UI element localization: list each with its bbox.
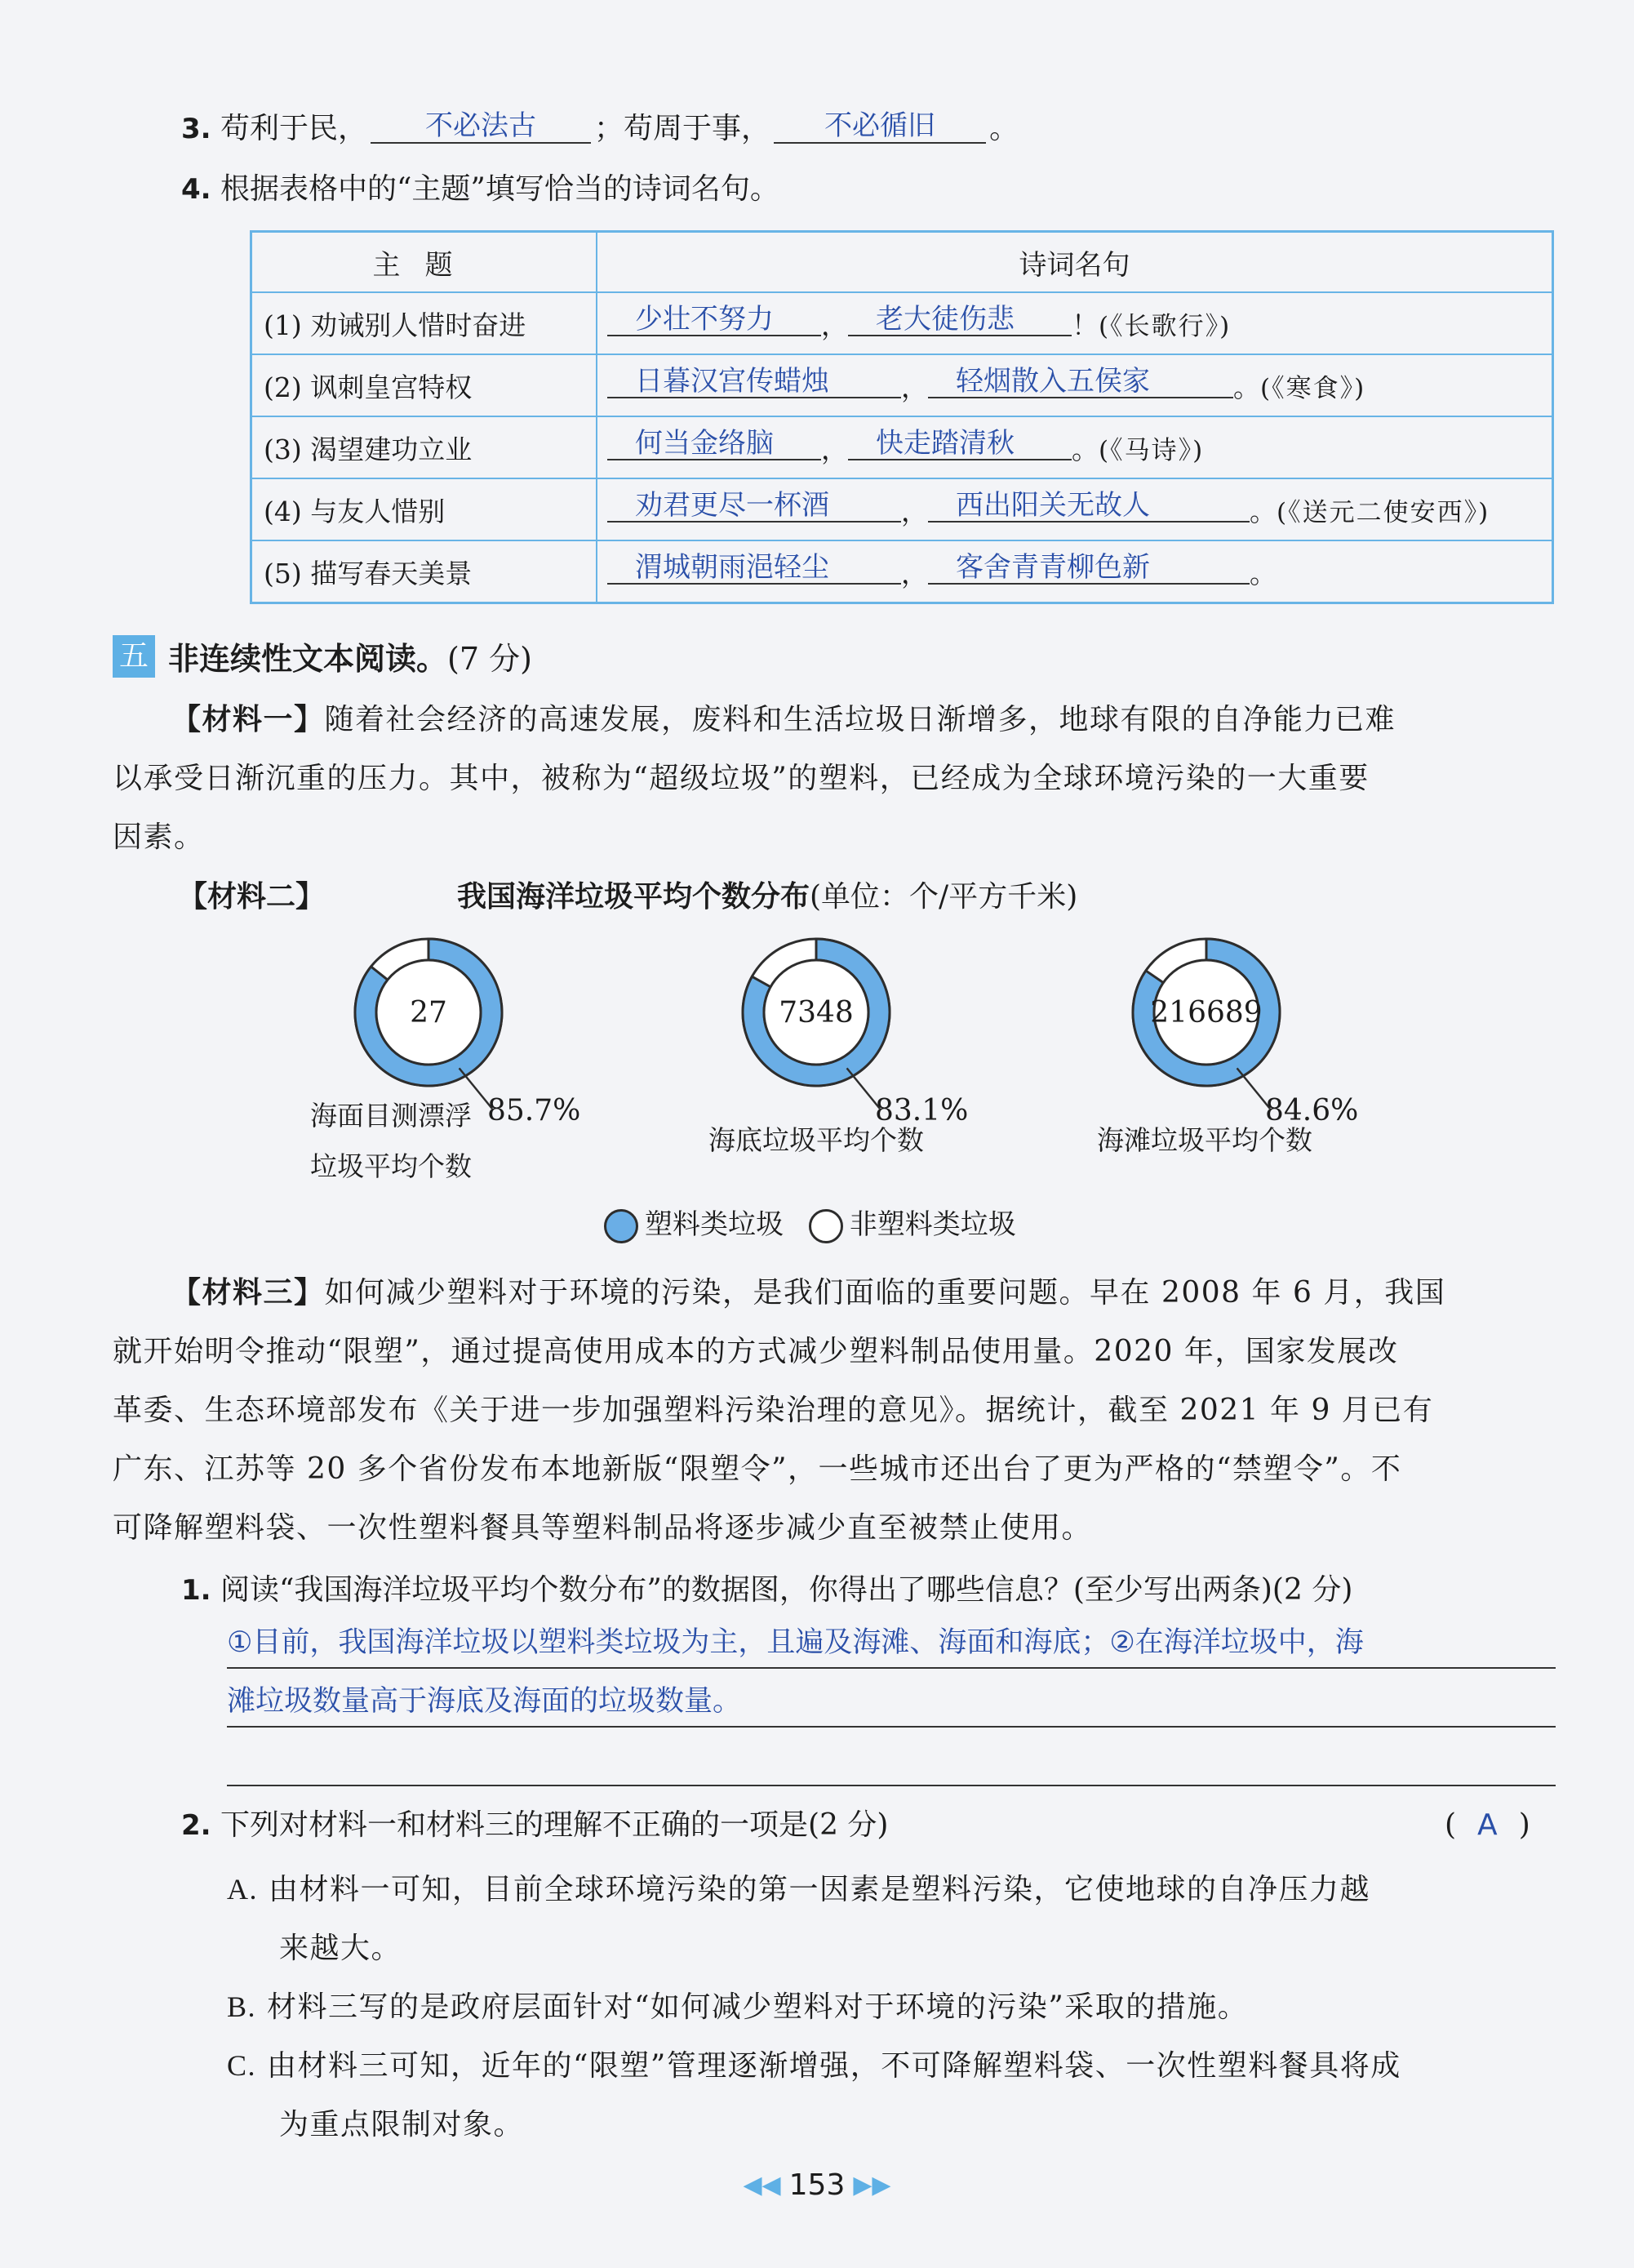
donut-total-value: 216689 bbox=[1150, 996, 1263, 1029]
question-3 bbox=[181, 109, 1019, 149]
answer-blank[interactable]: 西出阳关无故人 bbox=[928, 490, 1250, 523]
poem-source: (《寒食》) bbox=[1260, 373, 1366, 403]
legend-plastic-swatch bbox=[604, 1209, 638, 1243]
option-letter: A. bbox=[227, 1873, 258, 1906]
section-points: (7 分) bbox=[447, 641, 532, 677]
donut-percent-label: 85.7% bbox=[487, 1094, 581, 1127]
table-row bbox=[251, 540, 1553, 603]
material-1: 【材料一】随着社会经济的高速发展，废料和生活垃圾日渐增多，地球有限的自净能力已难 bbox=[171, 703, 1396, 736]
donut-percent-label: 83.1% bbox=[875, 1094, 969, 1127]
donut-category-label: 海面目测漂浮 垃圾平均个数 bbox=[310, 1100, 472, 1182]
question-number: 4. bbox=[181, 173, 211, 206]
answer-text: 滩垃圾数量高于海底及海面的垃圾数量。 bbox=[227, 1685, 742, 1718]
donut-total-value: 7348 bbox=[779, 996, 854, 1029]
header-poem: 诗词名句 bbox=[597, 232, 1553, 293]
legend-nonplastic-swatch bbox=[809, 1209, 843, 1243]
material-label: 【材料二】 bbox=[178, 880, 326, 914]
answer-blank[interactable]: 何当金络脑 bbox=[607, 428, 821, 460]
table-row bbox=[251, 416, 1553, 478]
answer-line bbox=[227, 1726, 1556, 1728]
row-poem: 渭城朝雨浥轻尘 ， 客舍青青柳色新 。 bbox=[597, 540, 1553, 603]
material-3: 【材料三】如何减少塑料对于环境的污染，是我们面临的重要问题。早在 2008 年 6 月，我国 就开始明令推动“限塑”，通过提高使用成本的方式减少塑料制品使用量。2020 年，国家发展改 革委、生态环境部发布《关于进一步加强塑料污染治理的意见》。据统计，截至 2021 年 9 月已有 广东、江苏等 20 多个省份发布本地新版“限塑令”，一些城市还出台了更为严格的“禁塑令”。不 可降解塑料袋、一次性塑料餐具等塑料制品将逐步减少直至被禁止使用。 bbox=[113, 1276, 1446, 1545]
row-theme: (3) 渴望建功立业 bbox=[251, 416, 597, 478]
question-number: 1. bbox=[181, 1574, 211, 1607]
answer-blank[interactable]: 客舍青青柳色新 bbox=[928, 552, 1250, 585]
legend-label: 塑料类垃圾 bbox=[645, 1208, 784, 1241]
answer-line bbox=[227, 1785, 1556, 1786]
question-text: ；苟周于事， bbox=[594, 112, 771, 145]
row-poem: 少壮不努力 ， 老大徒伤悲 ！(《长歌行》) bbox=[597, 292, 1553, 354]
question-text: 根据表格中的“主题”填写恰当的诗词名句。 bbox=[220, 172, 779, 206]
answer-blank[interactable]: 劝君更尽一杯酒 bbox=[607, 490, 901, 523]
page-number: ◀◀ 153 ▶▶ bbox=[743, 2168, 891, 2202]
question-text: 苟利于民， bbox=[220, 112, 368, 145]
poem-table bbox=[250, 230, 1554, 604]
section-badge: 五 bbox=[113, 635, 155, 678]
answer-blank[interactable]: 不必循旧 bbox=[774, 109, 986, 144]
section-title: 非连续性文本阅读。(7 分) bbox=[168, 641, 532, 677]
row-theme: (5) 描写春天美景 bbox=[251, 540, 597, 603]
answer-blank[interactable]: 轻烟散入五侯家 bbox=[928, 366, 1233, 398]
chart-unit: (单位：个/平方千米) bbox=[810, 880, 1078, 914]
poem-source: (《送元二使安西》) bbox=[1277, 497, 1490, 527]
table-row bbox=[251, 354, 1553, 416]
answer-blank[interactable]: 快走踏清秋 bbox=[848, 428, 1072, 460]
next-arrows-icon: ▶▶ bbox=[853, 2171, 891, 2199]
chart-title: 我国海洋垃圾平均个数分布(单位：个/平方千米) bbox=[457, 880, 1078, 914]
prev-arrows-icon: ◀◀ bbox=[743, 2171, 781, 2199]
row-theme: (2) 讽刺皇宫特权 bbox=[251, 354, 597, 416]
subquestion-1 bbox=[181, 1571, 1352, 1610]
donut-chart bbox=[743, 939, 968, 1127]
option-a: A. 由材料一可知，目前全球环境污染的第一因素是塑料污染，它使地球的自净压力越 来越大。 bbox=[227, 1873, 1370, 1965]
question-text: 下列对材料一和材料三的理解不正确的一项是(2 分) bbox=[220, 1808, 889, 1842]
row-poem: 日暮汉宫传蜡烛 ， 轻烟散入五侯家 。(《寒食》) bbox=[597, 354, 1553, 416]
option-c: C. 由材料三可知，近年的“限塑”管理逐渐增强，不可降解塑料袋、一次性塑料餐具将成 为重点限制对象。 bbox=[227, 2049, 1401, 2141]
option-letter: B. bbox=[227, 1990, 257, 2023]
option-b: B. 材料三写的是政府层面针对“如何减少塑料对于环境的污染”采取的措施。 bbox=[227, 1990, 1249, 2024]
material-label: 【材料三】 bbox=[171, 1276, 325, 1310]
row-theme: (1) 劝诫别人惜时奋进 bbox=[251, 292, 597, 354]
question-text: 。 bbox=[989, 112, 1019, 145]
answer-blank[interactable]: 日暮汉宫传蜡烛 bbox=[607, 366, 901, 398]
row-poem: 劝君更尽一杯酒 ， 西出阳关无故人 。(《送元二使安西》) bbox=[597, 478, 1553, 540]
row-poem: 何当金络脑 ， 快走踏清秋 。(《马诗》) bbox=[597, 416, 1553, 478]
poem-source: (《长歌行》) bbox=[1099, 311, 1232, 341]
poem-source: (《马诗》) bbox=[1099, 435, 1205, 465]
table-header-row bbox=[251, 232, 1553, 293]
choice-answer: A bbox=[1477, 1808, 1498, 1842]
answer-blank[interactable]: 老大徒伤悲 bbox=[848, 304, 1072, 336]
row-theme: (4) 与友人惜别 bbox=[251, 478, 597, 540]
answer-line bbox=[227, 1667, 1556, 1669]
header-theme: 主题 bbox=[251, 232, 597, 293]
legend-label: 非塑料类垃圾 bbox=[849, 1208, 1016, 1241]
material-label: 【材料一】 bbox=[171, 703, 325, 736]
donut-category-label: 海滩垃圾平均个数 bbox=[1097, 1124, 1312, 1156]
donut-percent-label: 84.6% bbox=[1265, 1094, 1359, 1127]
answer-blank[interactable]: 少壮不努力 bbox=[607, 304, 821, 336]
chart-legend bbox=[604, 1202, 1016, 1243]
table-row bbox=[251, 292, 1553, 354]
material-1-cont: 以承受日渐沉重的压力。其中，被称为“超级垃圾”的塑料，已经成为全球环境污染的一大重要 因素。 bbox=[113, 762, 1370, 854]
answer-blank[interactable]: 不必法古 bbox=[371, 109, 591, 144]
subquestion-2 bbox=[181, 1806, 888, 1845]
question-4 bbox=[181, 170, 779, 209]
question-number: 2. bbox=[181, 1809, 211, 1842]
option-letter: C. bbox=[227, 2049, 257, 2082]
donut-total-value: 27 bbox=[410, 996, 447, 1029]
table-row bbox=[251, 478, 1553, 540]
answer-blank[interactable]: 渭城朝雨浥轻尘 bbox=[607, 552, 901, 585]
donut-category-label: 海底垃圾平均个数 bbox=[708, 1124, 924, 1156]
question-text: 阅读“我国海洋垃圾平均个数分布”的数据图，你得出了哪些信息？(至少写出两条)(2 分) bbox=[220, 1573, 1353, 1607]
answer-text: ①目前，我国海洋垃圾以塑料类垃圾为主，且遍及海滩、海面和海底；②在海洋垃圾中，海 bbox=[227, 1626, 1364, 1659]
answer-bracket[interactable]: ( A ) bbox=[1445, 1808, 1530, 1842]
question-number: 3. bbox=[181, 113, 211, 145]
donut-chart bbox=[1133, 939, 1358, 1127]
